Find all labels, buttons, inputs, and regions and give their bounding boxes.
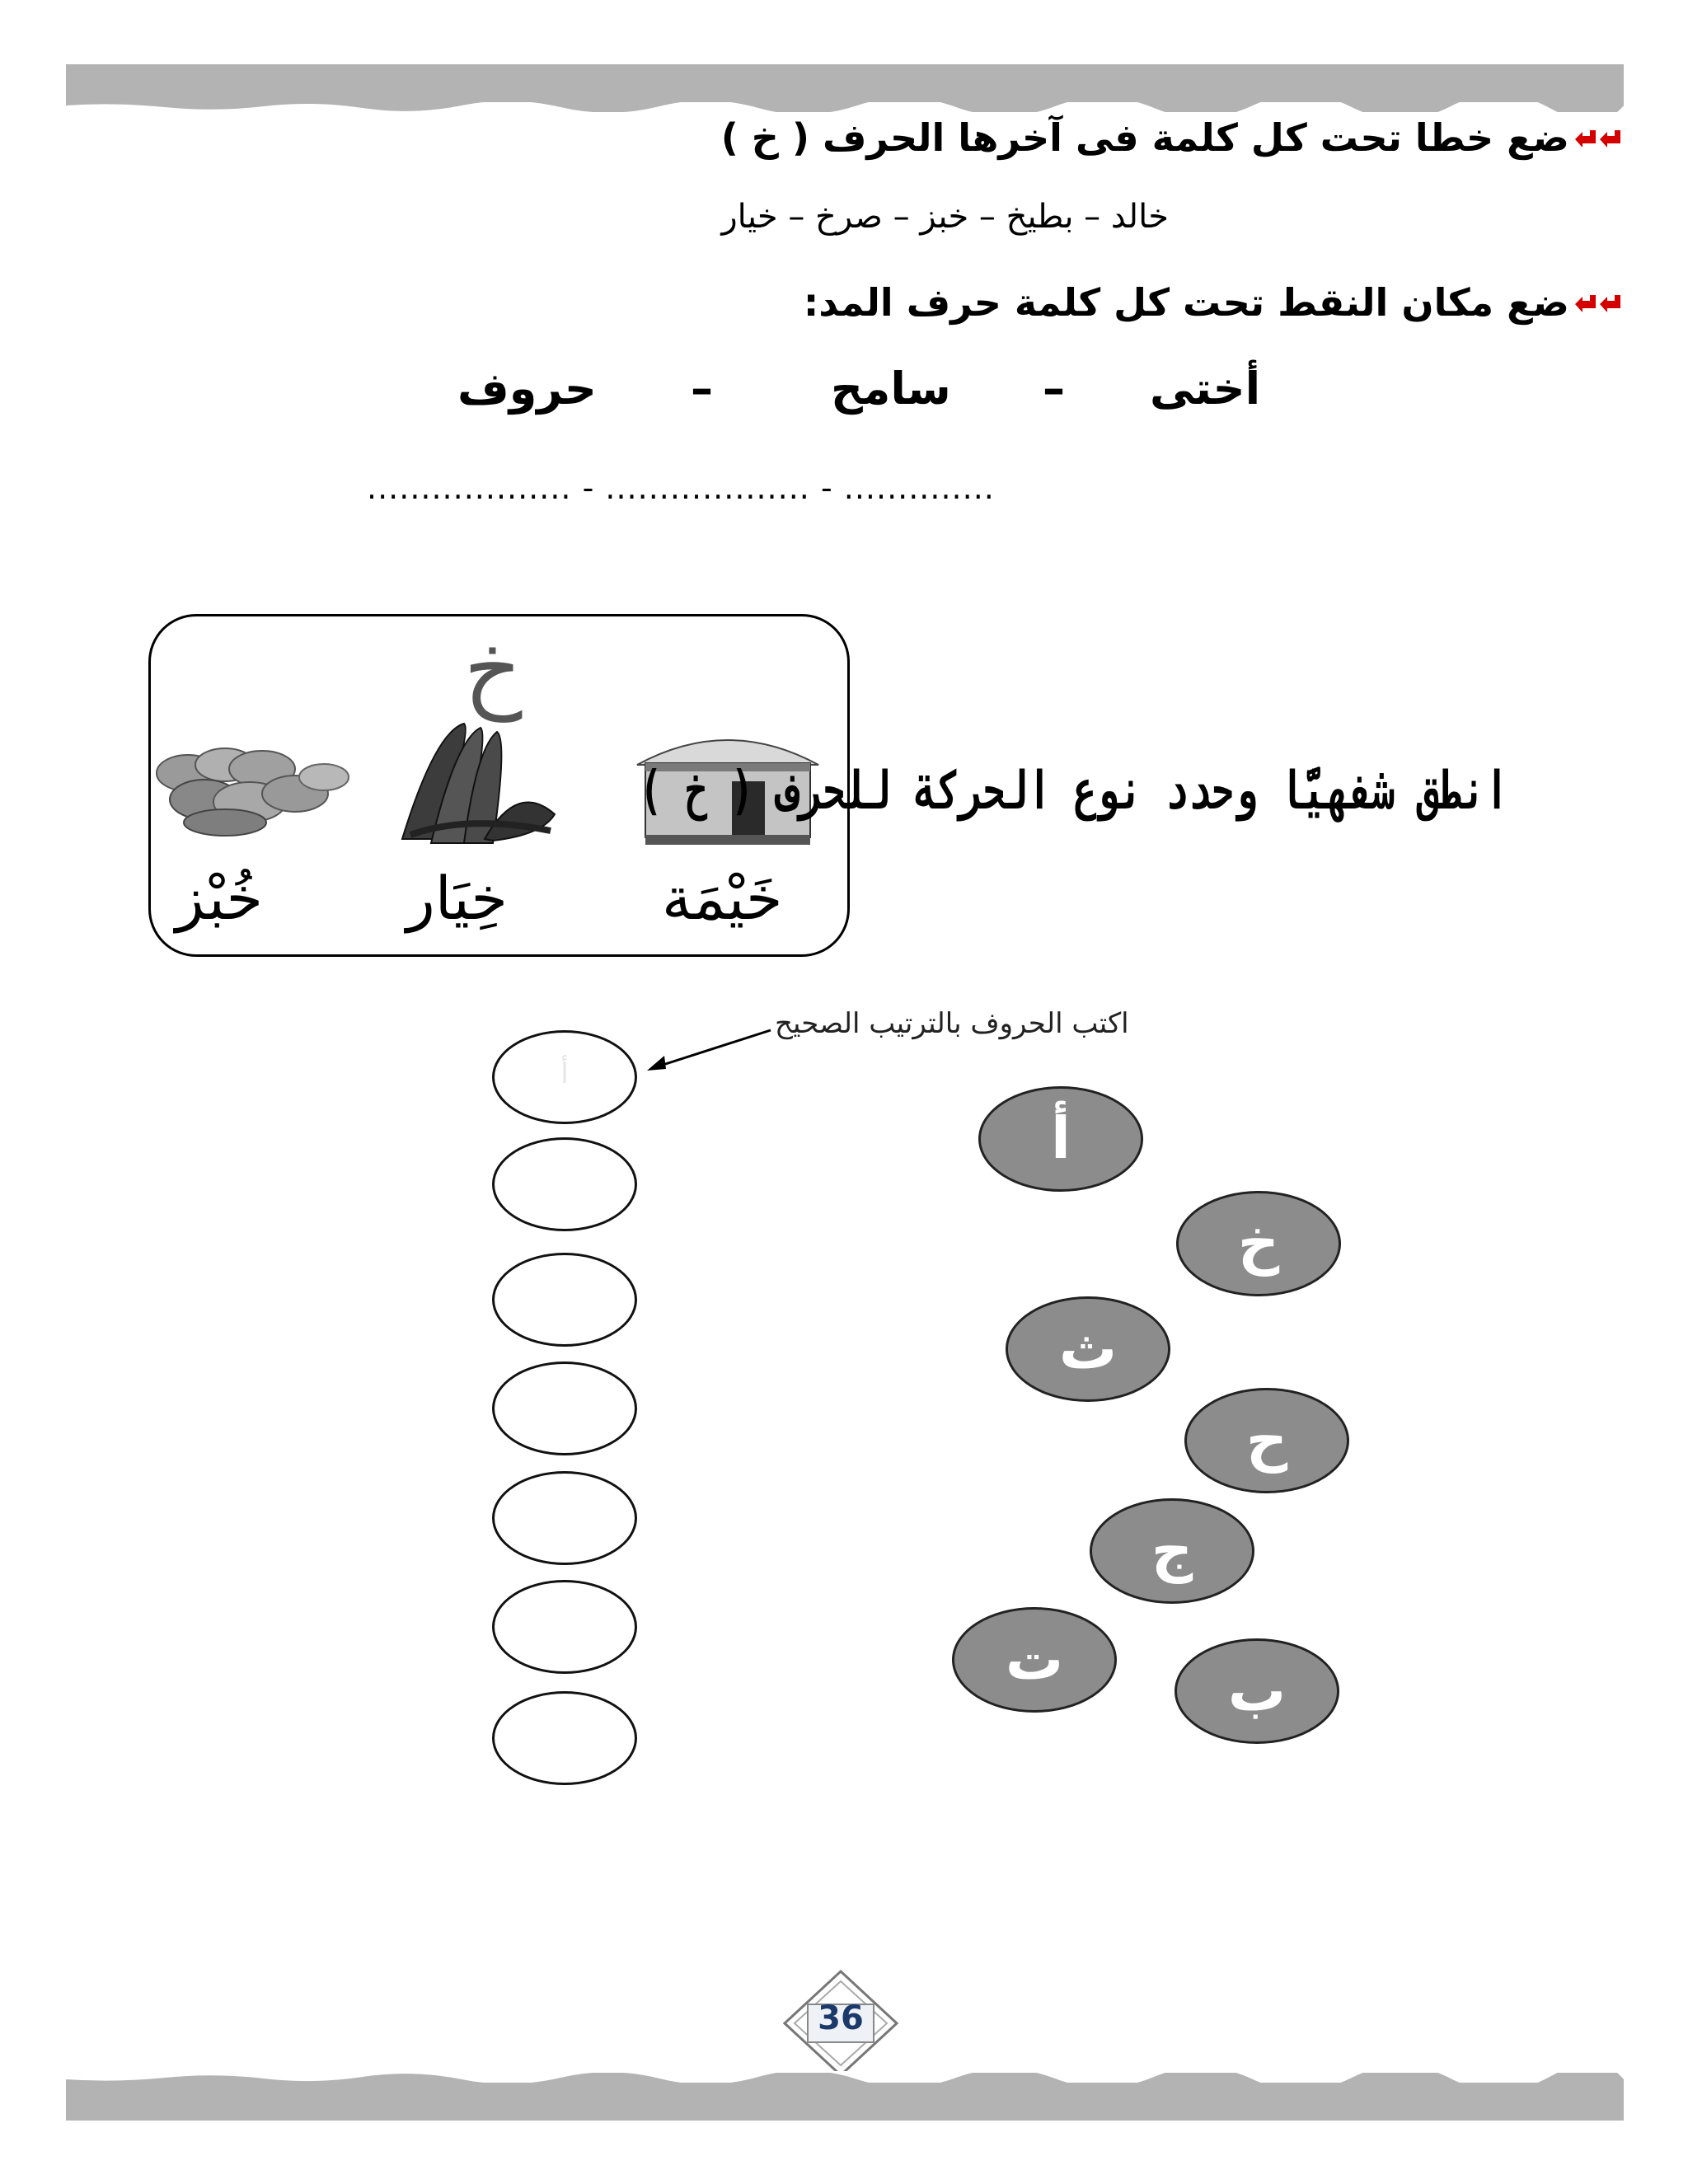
letter-oval-ba[interactable]: ب — [1175, 1638, 1339, 1744]
ordering-caption: اكتب الحروف بالترتيب الصحيح — [775, 1007, 1129, 1040]
red-arrow-icon — [1599, 292, 1622, 313]
letter-oval-jim[interactable]: ج — [1090, 1498, 1254, 1604]
word-khiyar: خِيَار — [406, 864, 508, 933]
red-arrow-icon — [1599, 127, 1622, 148]
letter-oval-kha[interactable]: خ — [1176, 1191, 1341, 1296]
answer-dotted-lines[interactable]: ................... - ................... - .............. — [367, 470, 995, 506]
instruction-ending-kha — [721, 115, 1622, 160]
madd-word: حروف — [457, 363, 597, 415]
separator-dash: – — [691, 363, 713, 415]
arrow-bullets — [1574, 292, 1622, 313]
word-khaymah: خَيْمَة — [662, 864, 783, 933]
leader-arrow-icon — [643, 1026, 775, 1076]
red-arrow-icon — [1574, 292, 1597, 313]
ending-kha-word-list: خالد – بطيخ – خبز – صرخ – خيار — [721, 198, 1169, 236]
instruction-madd-dots — [804, 280, 1622, 325]
separator-dash: – — [1043, 363, 1065, 415]
top-decorative-band — [66, 64, 1624, 112]
word-khubz: خُبْز — [176, 864, 263, 933]
instruction-text: ضع مكان النقط تحت كل كلمة حرف المد: — [803, 280, 1569, 325]
bottom-decorative-band — [66, 2073, 1624, 2121]
answer-hint: أ — [560, 1057, 569, 1090]
answer-oval[interactable] — [492, 1137, 637, 1231]
instruction-text: ضع خطا تحت كل كلمة فى آخرها الحرف ( خ ) — [720, 115, 1569, 160]
answer-oval[interactable] — [492, 1471, 637, 1565]
letter-oval-ha[interactable]: ح — [1184, 1388, 1349, 1493]
madd-word: سامح — [831, 363, 951, 415]
answer-oval[interactable] — [492, 1580, 637, 1674]
answer-oval[interactable] — [492, 1361, 637, 1455]
answer-oval[interactable] — [492, 1691, 637, 1785]
page-number: 36 — [818, 1999, 864, 2037]
answer-oval[interactable] — [492, 1253, 637, 1347]
page-number-badge — [783, 1970, 898, 2077]
answer-oval[interactable] — [492, 1030, 637, 1124]
kha-letter: خ — [463, 616, 523, 722]
letter-oval-ta[interactable]: ت — [952, 1607, 1117, 1713]
bread-image — [155, 740, 353, 839]
red-arrow-icon — [1574, 127, 1597, 148]
oral-instruction-title: انطق شفهيًّا وحدد نوع الحركة للحرف ( خ ) — [639, 761, 1508, 822]
letter-oval-alif[interactable]: أ — [978, 1086, 1143, 1192]
madd-word: أختى — [1150, 363, 1261, 415]
arrow-bullets — [1574, 127, 1622, 148]
cucumber-image — [386, 715, 563, 847]
letter-oval-tha[interactable]: ث — [1006, 1296, 1170, 1402]
